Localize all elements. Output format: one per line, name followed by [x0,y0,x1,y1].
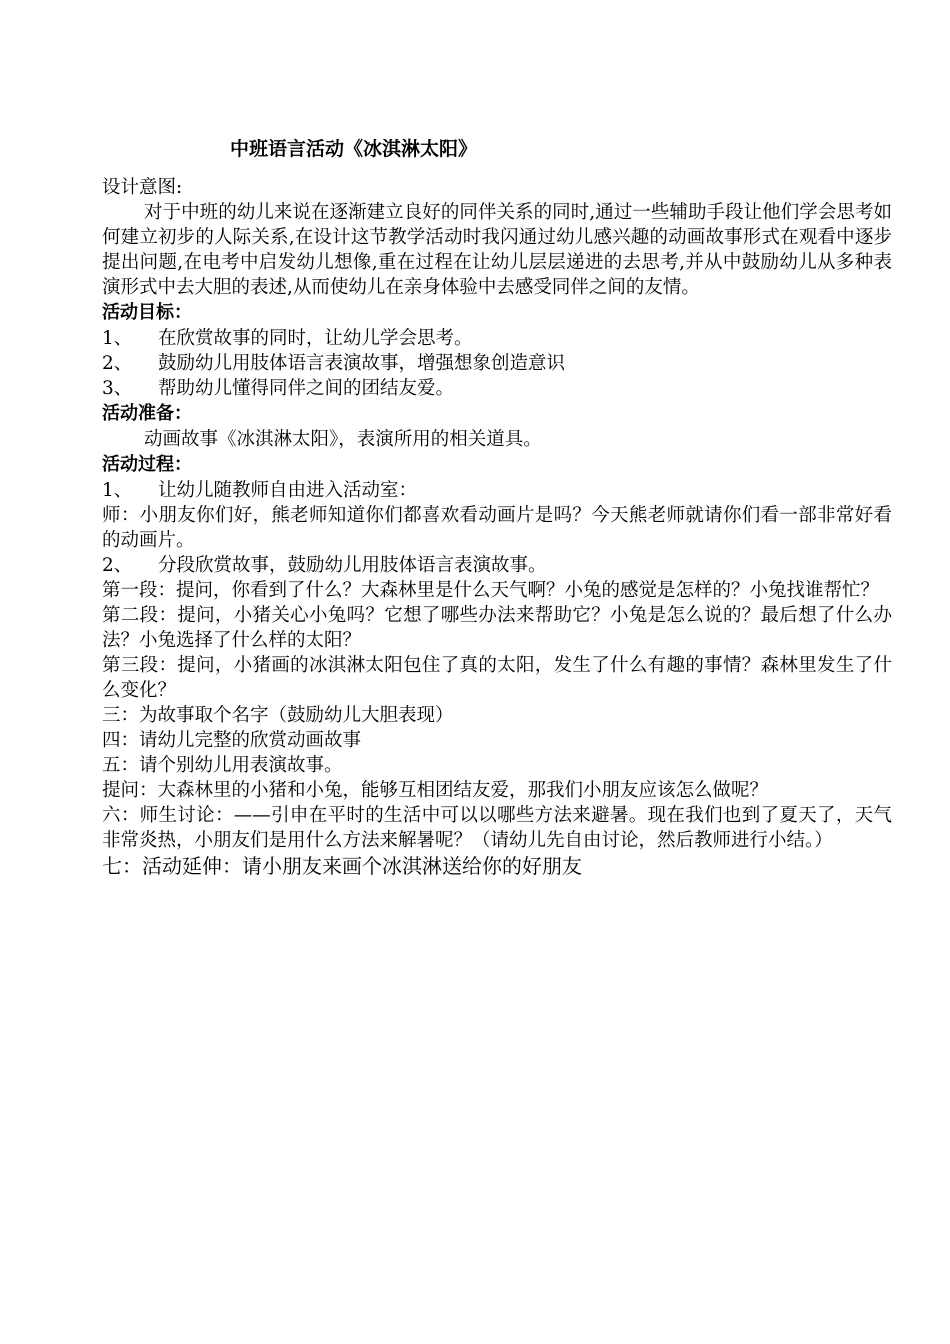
goal-item-2 [102,351,892,376]
process-step-2 [102,553,892,578]
step-number: 1、 [102,480,133,501]
question-line: 提问：大森林里的小猪和小兔，能够互相团结友爱，那我们小朋友应该怎么做呢？ [102,780,769,801]
goal-text: 帮助幼儿懂得同伴之间的团结友爱。 [158,378,455,399]
step-7: 七：活动延伸：请小朋友来画个冰淇淋送给你的好朋友 [102,854,582,878]
document-title: 中班语言活动《冰淇淋太阳》 [230,138,478,160]
goal-text: 在欣赏故事的同时，让幼儿学会思考。 [158,328,473,349]
goal-item-1 [102,326,892,351]
document-page [102,134,892,880]
segment-3: 第三段：提问，小猪画的冰淇淋太阳包住了真的太阳，发生了什么有趣的事情？森林里发生了什么变化？ [102,655,892,701]
step-text: 分段欣赏故事，鼓励幼儿用肢体语言表演故事。 [158,555,547,576]
process-heading: 活动过程： [102,454,192,475]
process-step-1 [102,478,892,503]
goal-number: 2、 [102,353,133,374]
step-3: 三：为故事取个名字（鼓励幼儿大胆表现） [102,705,454,726]
goal-number: 3、 [102,378,133,399]
prep-text: 动画故事《冰淇淋太阳》，表演所用的相关道具。 [144,429,542,450]
design-label: 设计意图: [102,177,183,198]
step-4: 四：请幼儿完整的欣赏动画故事 [102,730,362,751]
goals-heading: 活动目标： [102,302,192,323]
step-number: 2、 [102,555,133,576]
step-5: 五：请个别幼儿用表演故事。 [102,755,343,776]
teacher-line: 师：小朋友你们好，熊老师知道你们都喜欢看动画片是吗？今天熊老师就请你们看一部非常好看的动画片。 [102,505,892,551]
goal-item-3 [102,376,892,401]
goal-text: 鼓励幼儿用肢体语言表演故事，增强想象创造意识 [158,353,566,374]
step-6: 六：师生讨论：——引申在平时的生活中可以以哪些方法来避暑。现在我们也到了夏天了，天气非常炎热，小朋友们是用什么方法来解暑呢？（请幼儿先自由讨论，然后教师进行小结。） [102,805,892,851]
step-text: 让幼儿随教师自由进入活动室： [158,480,418,501]
design-paragraph: 对于中班的幼儿来说在逐渐建立良好的同伴关系的同时,通过一些辅助手段让他们学会思考如何建立初步的人际关系,在设计这节教学活动时我闪通过幼儿感兴趣的动画故事形式在观看中逐步提出问题,在电考中启发幼儿想像,重在过程在让幼儿层层递进的去思考,并从中鼓励幼儿从多种表演形式中去大胆的表述,从而使幼儿在亲身体验中去感受同伴之间的友情。 [102,202,892,298]
segment-2: 第二段：提问，小猪关心小兔吗？它想了哪些办法来帮助它？小兔是怎么说的？最后想了什么办法？小兔选择了什么样的太阳？ [102,605,892,651]
goal-number: 1、 [102,328,133,349]
segment-1: 第一段：提问，你看到了什么？大森林里是什么天气啊？小兔的感觉是怎样的？小兔找谁帮忙？ [102,580,880,601]
prep-heading: 活动准备： [102,403,192,424]
